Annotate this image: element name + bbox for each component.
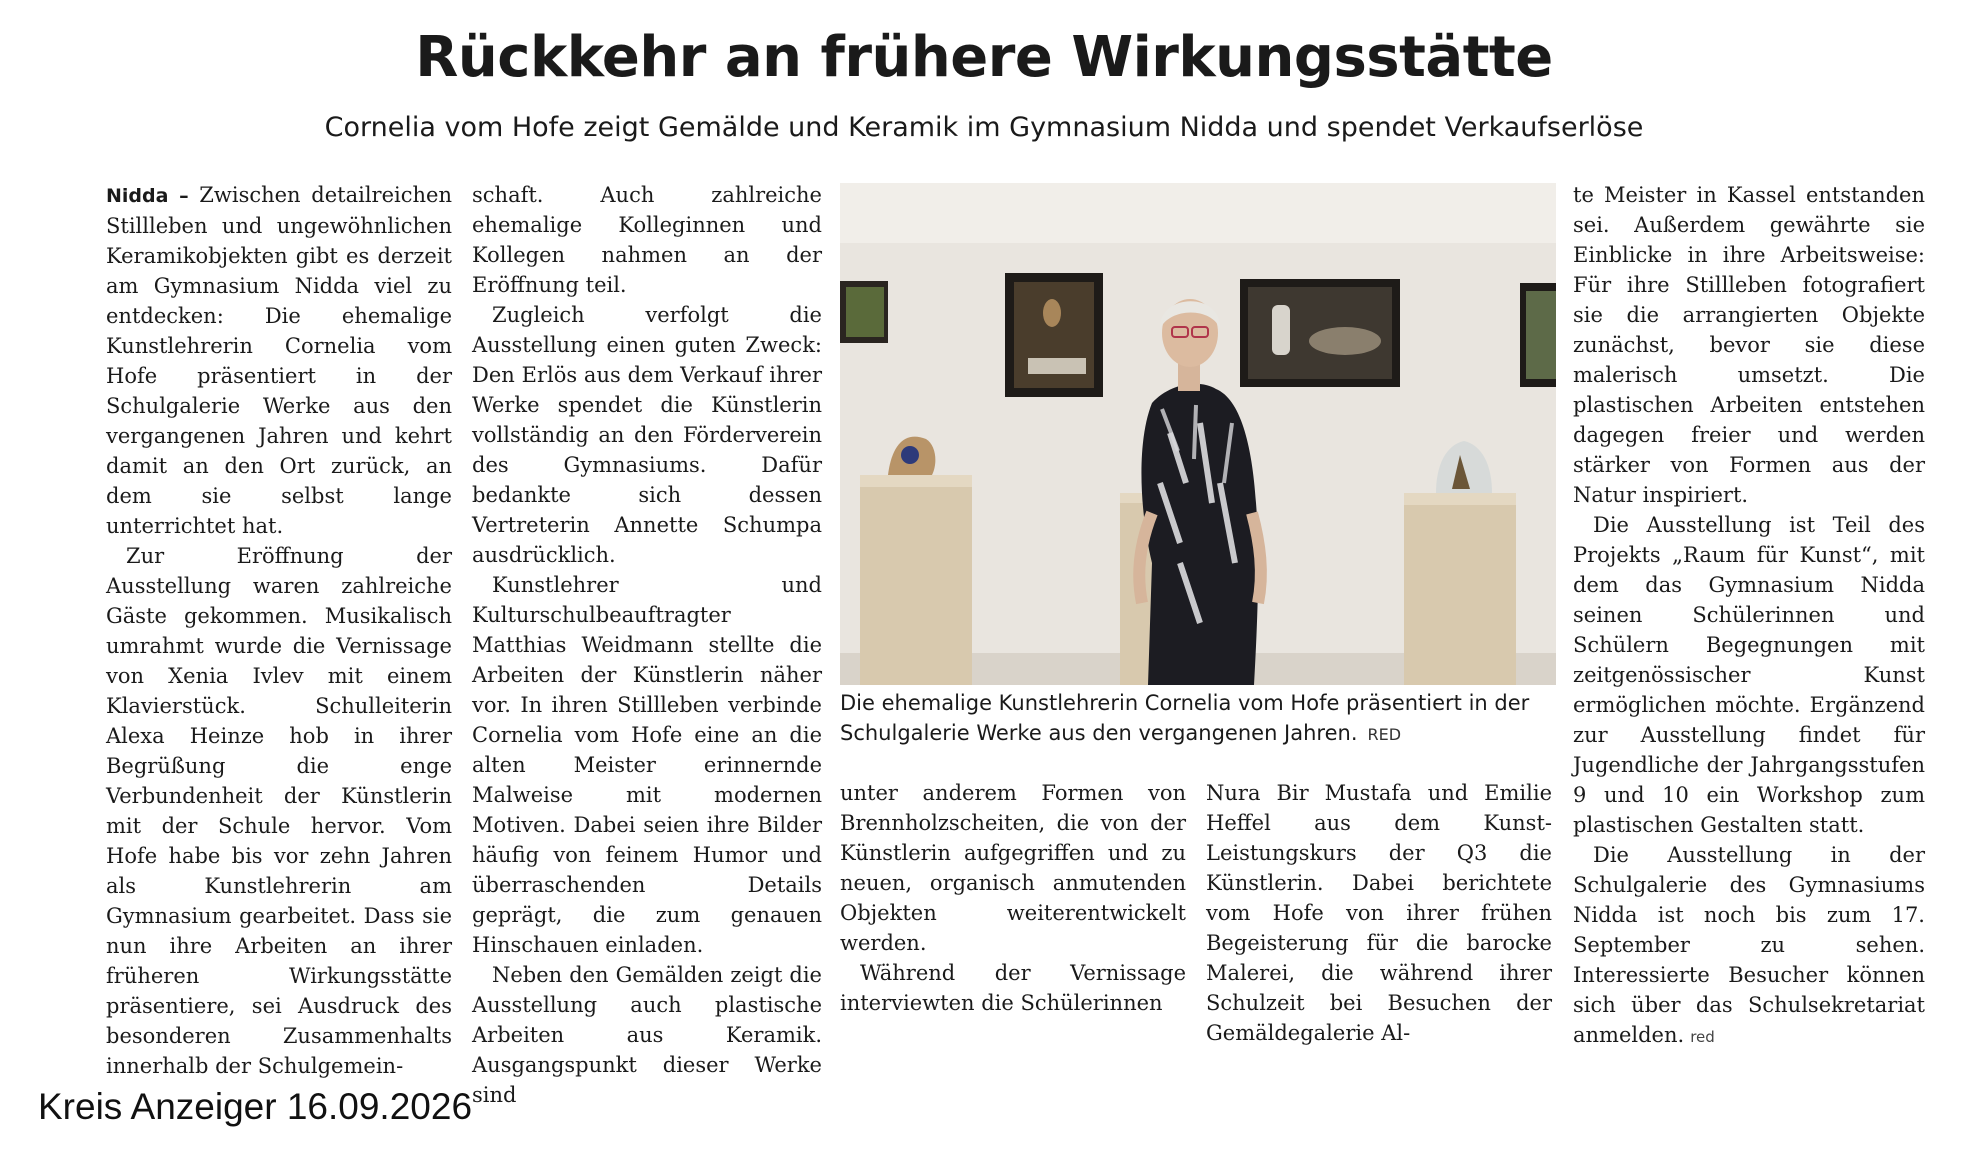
article-subheadline: Cornelia vom Hofe zeigt Gemälde und Keramik im Gymnasium Nidda und spendet Verkaufserlöse: [324, 112, 1644, 143]
article-paragraph: [106, 180, 452, 541]
paragraph-text: Die Ausstellung in der Schulgalerie des Gymnasiums Nidda ist noch bis zum 17. September zu sehen. Interessierte Besucher können sich über das Schulsekretariat anmelden.: [1573, 843, 1925, 1047]
article-paragraph: unter anderem Formen von Brennholzscheiten, die von der Künstlerin aufgegriffen und zu neuen, organisch anmutenden Objekten weiterentwickelt werden.: [840, 781, 1186, 955]
article-paragraph: Zugleich verfolgt die Ausstellung einen guten Zweck: Den Erlös aus dem Verkauf ihrer Werke spendet die Künstlerin vollständig an den Förderverein des Gymnasiums. Dafür bedankte sich dessen Vertreterin Annette Schumpa ausdrücklich.: [472, 303, 822, 567]
article-paragraph: schaft. Auch zahlreiche ehemalige Kolleginnen und Kollegen nahmen an der Eröffnung teil.: [472, 183, 822, 297]
paragraph-text: Zwischen detailreichen Stillleben und ungewöhnlichen Keramikobjekten gibt es derzeit am Gymnasium Nidda viel zu entdecken: Die ehemalige Kunstlehrerin Cornelia vom Hofe präsentiert in der Schulgalerie Werke aus den vergangenen Jahren und kehrt damit an den Ort zurück, an dem sie selbst lange unterrichtet hat.: [106, 183, 452, 538]
author-signature: red: [1690, 1028, 1715, 1046]
article-paragraph: Die Ausstellung ist Teil des Projekts „Raum für Kunst“, mit dem das Gymnasium Nidda seinen Schülerinnen und Schülern Begegnungen mit zeitgenössischer Kunst ermöglichen möchte. Ergänzend zur Ausstellung findet für Jugendliche der Jahrgangsstufen 9 und 10 ein Workshop zum plastischen Gestalten statt.: [1573, 513, 1925, 837]
article-paragraph: [1573, 840, 1925, 1052]
article-paragraph: te Meister in Kassel entstanden sei. Außerdem gewährte sie Einblicke in ihre Arbeitsweise: Für ihre Stillleben fotografiert sie die arrangierten Objekte zunächst, bevor sie diese malerisch umsetzt. Die plastischen Arbeiten entstehen dagegen freier und werden stärker von Formen aus der Natur inspiriert.: [1573, 183, 1925, 507]
article-paragraph: Zur Eröffnung der Ausstellung waren zahlreiche Gäste gekommen. Musikalisch umrahmt wurde die Vernissage von Xenia Ivlev mit einem Klavierstück. Schulleiterin Alexa Heinze hob in ihrer Begrüßung die enge Verbundenheit der Künstlerin mit der Schule hervor. Vom Hofe habe bis vor zehn Jahren als Kunstlehrerin am Gymnasium gearbeitet. Dass sie nun ihre Arbeiten an ihrer früheren Wirkungsstätte präsentiere, sei Ausdruck des besonderen Zusammenhalts innerhalb der Schulgemein-: [106, 544, 452, 1078]
article-column-3: [840, 778, 1186, 1018]
exhibition-photo: [840, 183, 1556, 685]
article-column-4: [1206, 778, 1552, 1048]
article-column-2: [472, 180, 822, 1110]
article-paragraph: Nura Bir Mustafa und Emilie Heffel aus dem Kunst-Leistungskurs der Q3 die Künstlerin. Dabei berichtete vom Hofe von ihrer frühen Begeisterung für die barocke Malerei, die während ihrer Schulzeit bei Besuchen der Gemäldegalerie Al-: [1206, 781, 1552, 1045]
dateline: Nidda –: [106, 185, 189, 207]
publication-source-note: Kreis Anzeiger 16.09.2026: [38, 1086, 473, 1127]
photo-caption: [840, 688, 1556, 750]
article-paragraph: Kunstlehrer und Kulturschulbeauftragter Matthias Weidmann stellte die Arbeiten der Künstlerin näher vor. In ihren Stillleben verbinde Cornelia vom Hofe eine an die alten Meister erinnernde Malweise mit modernen Motiven. Dabei seien ihre Bilder häufig von feinem Humor und überraschenden Details geprägt, die zum genauen Hinschauen einladen.: [472, 573, 822, 957]
article-column-1: [106, 180, 452, 1081]
caption-text: Die ehemalige Kunstlehrerin Cornelia vom Hofe präsentiert in der Schulgalerie Werke aus den vergangenen Jahren.: [840, 691, 1530, 745]
article-paragraph: Neben den Gemälden zeigt die Ausstellung auch plastische Arbeiten aus Keramik. Ausgangspunkt dieser Werke sind: [472, 963, 822, 1107]
article-column-5: [1573, 180, 1925, 1052]
article-paragraph: Während der Vernissage interviewten die Schülerinnen: [840, 961, 1186, 1015]
article-headline: Rückkehr an frühere Wirkungsstätte: [415, 25, 1553, 90]
photo-credit: RED: [1367, 725, 1402, 744]
